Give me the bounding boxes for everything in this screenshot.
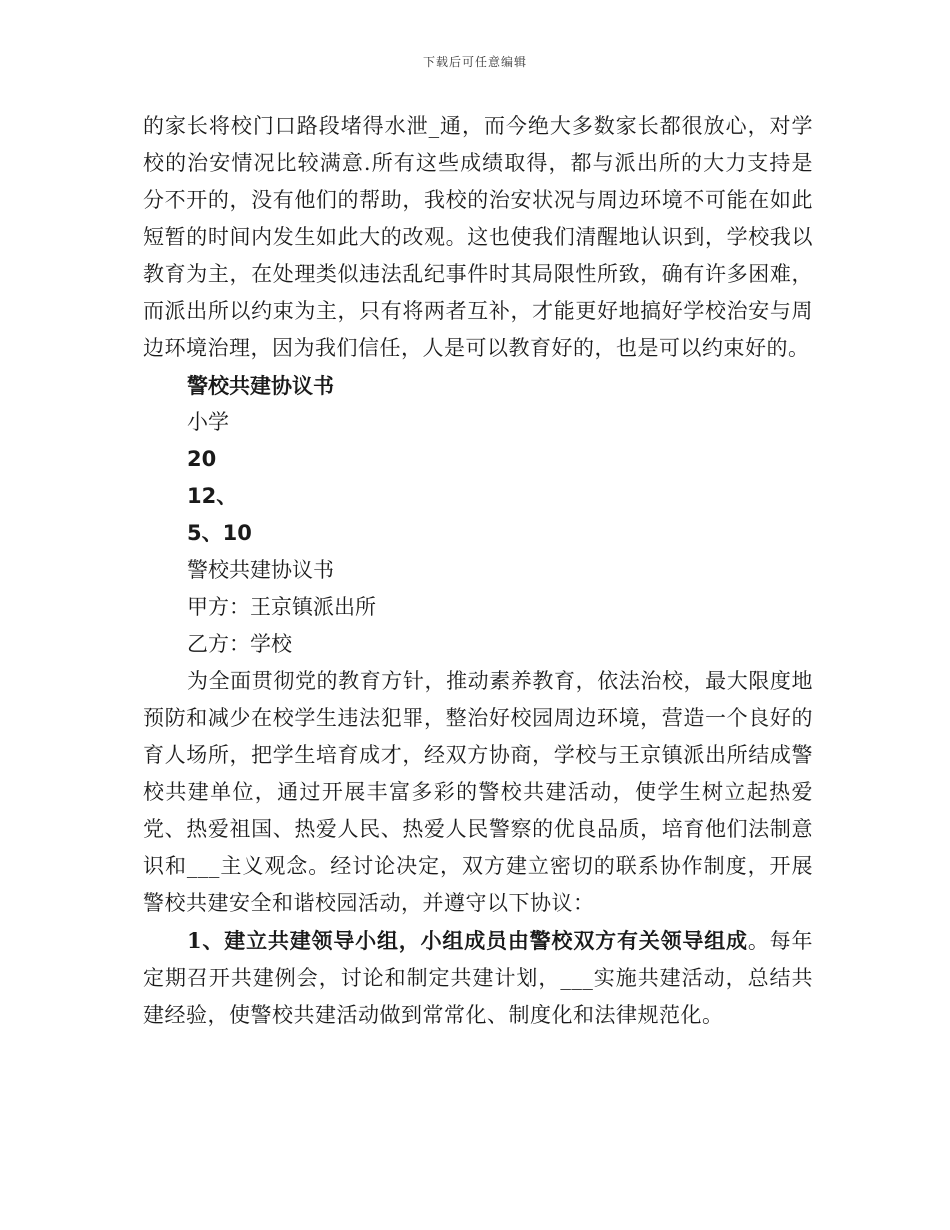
- paragraph-3: [143, 922, 813, 1034]
- party-a: 甲方：王京镇派出所: [187, 595, 376, 619]
- school-line: 小学: [187, 410, 229, 434]
- date-month: 12、: [187, 484, 238, 508]
- page-header-note: 下载后可任意编辑: [422, 55, 527, 69]
- document-body: [143, 108, 813, 1034]
- date-year: 20: [187, 447, 217, 471]
- paragraph-2: 为全面贯彻党的教育方针，推动素养教育，依法治校，最大限度地预防和减少在校学生违法犯罪，整治好校园周边环境，营造一个良好的育人场所，把学生培育成才，经双方协商，学校与王京镇派出所结成警校共建单位，通过开展丰富多彩的警校共建活动，使学生树立起热爱党、热爱祖国、热爱人民、热爱人民警察的优良品质，培育他们法制意识和___主义观念。经讨论决定，双方建立密切的联系协作制度，开展警校共建安全和谐校园活动，并遵守以下协议：: [143, 669, 813, 915]
- section-heading: 警校共建协议书: [187, 373, 334, 398]
- date-day: 5、10: [187, 521, 252, 545]
- paragraph-1: 的家长将校门口路段堵得水泄_通，而今绝大多数家长都很放心，对学校的治安情况比较满意.所有这些成绩取得，都与派出所的大力支持是分不开的，没有他们的帮助，我校的治安状况与周边环境不可能在如此短暂的时间内发生如此大的改观。这也使我们清醒地认识到，学校我以教育为主，在处理类似违法乱纪事件时其局限性所致，确有许多困难，而派出所以约束为主，只有将两者互补，才能更好地搞好学校治安与周边环境治理，因为我们信任，人是可以教育好的，也是可以约束好的。: [143, 114, 813, 360]
- agreement-title: 警校共建协议书: [187, 558, 334, 582]
- clause-1-bold: 1、建立共建领导小组，小组成员由警校双方有关领导组成: [187, 928, 748, 953]
- clause-1-text: 。每年定期召开共建例会，讨论和制定共建计划，___实施共建活动，总结共建经验，使警校共建活动做到常常化、制度化和法律规范化。: [143, 929, 813, 1027]
- party-b: 乙方：学校: [187, 632, 292, 656]
